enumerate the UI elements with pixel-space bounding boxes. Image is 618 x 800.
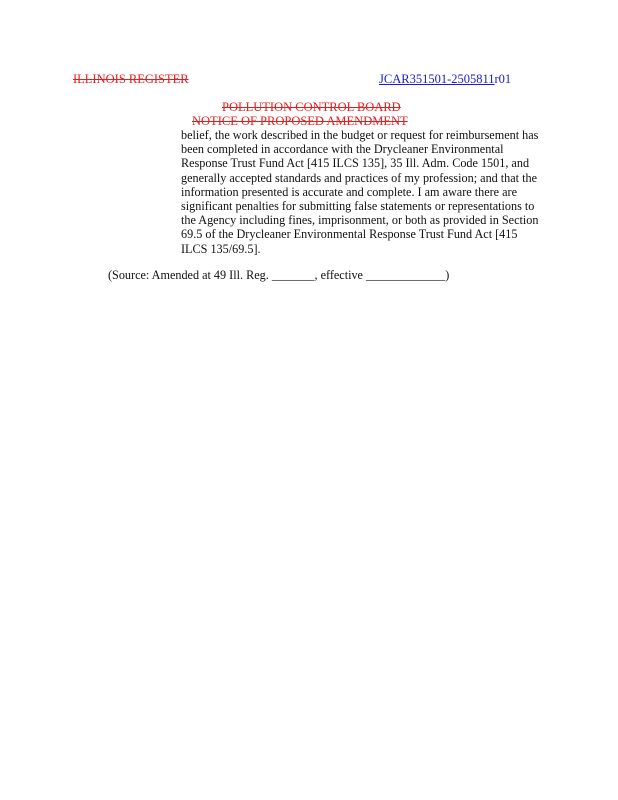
body-paragraph bbox=[181, 128, 581, 256]
body-line: been completed in accordance with the Drycleaner Environmental bbox=[181, 142, 504, 157]
body-line: generally accepted standards and practices of my profession; and that the bbox=[181, 170, 538, 185]
document-id-header bbox=[379, 72, 511, 86]
body-line: belief, the work described in the budget or request for reimbursement has bbox=[181, 128, 539, 142]
body-line: 69.5 of the Drycleaner Environmental Response Trust Fund Act [415 bbox=[181, 227, 518, 242]
body-line: ILCS 135/69.5]. bbox=[181, 241, 261, 256]
source-note: (Source: Amended at 49 Ill. Reg. _______, effective _____________) bbox=[108, 268, 450, 282]
document-id-suffix: r01 bbox=[494, 72, 512, 86]
register-header: ILLINOIS REGISTER bbox=[73, 72, 189, 86]
body-line: significant penalties for submitting false statements or representations to bbox=[181, 199, 535, 214]
body-line: information presented is accurate and complete. I am aware there are bbox=[181, 184, 518, 199]
notice-title: NOTICE OF PROPOSED AMENDMENT bbox=[192, 114, 408, 128]
board-title: POLLUTION CONTROL BOARD bbox=[222, 100, 401, 114]
document-id-link[interactable]: JCAR351501-2505811 bbox=[379, 72, 495, 86]
body-line: the Agency including fines, imprisonment, or both as provided in Section bbox=[181, 213, 539, 228]
body-line: Response Trust Fund Act [415 ILCS 135], 35 Ill. Adm. Code 1501, and bbox=[181, 156, 530, 171]
